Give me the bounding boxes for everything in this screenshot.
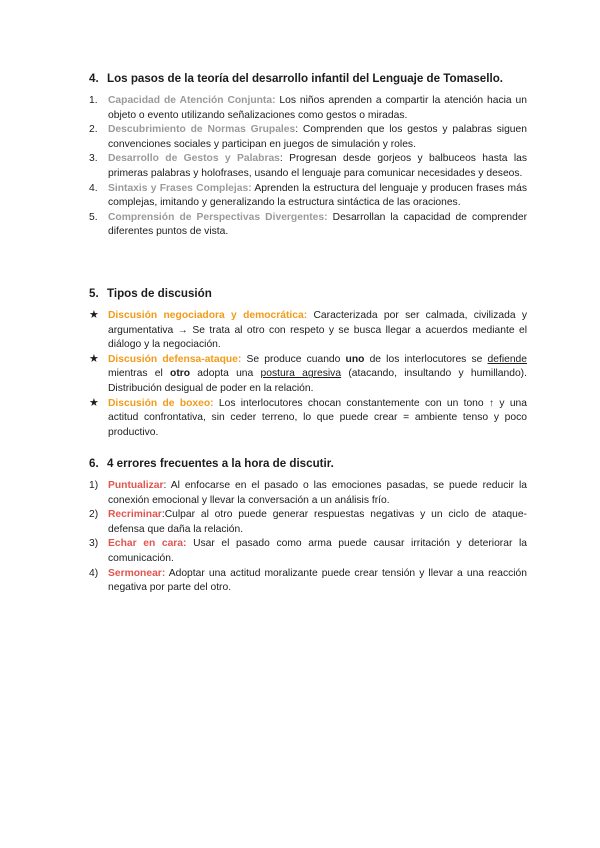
item-colon: : [272, 95, 276, 106]
item-text: Culpar al otro puede generar respuestas negativas y un ciclo de ataque-defensa que daña la relación. [108, 509, 527, 535]
item-text: (atacando, insultando y humillando). Distribución desigual de poder en la relación. [108, 368, 527, 394]
list-item [89, 567, 527, 596]
list-item [89, 211, 527, 240]
star-icon: ★ [89, 309, 99, 321]
item-text: de los interlocutores se [364, 353, 488, 365]
section-4-heading [89, 72, 527, 85]
list-item [89, 152, 527, 181]
item-text: Desarrollan la capacidad de comprender diferentes puntos de vista. [108, 211, 527, 238]
item-text: adopta una [190, 368, 261, 380]
list-item [89, 537, 527, 566]
section-number: 4. [89, 72, 99, 85]
discussion-types-list [89, 309, 527, 440]
item-term: Sintaxis y Frases Complejas [108, 182, 249, 194]
list-item [89, 123, 527, 152]
list-number: 3) [89, 538, 99, 550]
list-item [89, 353, 527, 397]
item-term: Discusión negociadora y democrática: [108, 310, 308, 321]
item-term: Echar en cara [108, 538, 184, 550]
list-number: 3. [89, 153, 98, 165]
list-number: 1) [89, 480, 99, 491]
list-number: 2. [89, 124, 98, 136]
item-colon: : [163, 480, 167, 491]
item-term: Discusión de boxeo: [108, 397, 214, 409]
item-underline: defiende [487, 353, 528, 365]
item-colon: : [161, 567, 166, 579]
item-text: Adoptar una actitud moralizante puede crear tensión y llevar a una reacción negativa por parte del otro. [108, 567, 527, 594]
item-term: Discusión defensa-ataque: [108, 353, 242, 365]
list-item [89, 94, 527, 123]
item-text: Se produce cuando [241, 353, 346, 365]
item-text: Progresan desde gorjeos y balbuceos hasta las primeras palabras y holofrases, usando el lenguaje para comunicar necesidades y deseos. [108, 153, 527, 179]
section-6 [89, 457, 527, 596]
item-text: Usar el pasado como arma puede causar irritación y deteriorar la comunicación. [108, 538, 528, 564]
frequent-errors-list [89, 479, 527, 596]
section-number: 6. [89, 457, 99, 470]
star-icon: ★ [89, 352, 99, 365]
list-number: 4) [89, 567, 99, 579]
section-title: Los pasos de la teoría del desarrollo infantil del Lenguaje de Tomasello. [107, 72, 503, 85]
list-item [89, 479, 527, 508]
item-text: Caracterizada por ser calmada, civilizada y argumentativa → Se trata al otro con respeto y se busca llegar a acuerdos mediante el diálogo y la negociación. [108, 310, 527, 351]
item-colon: : [279, 153, 283, 165]
item-colon: : [324, 211, 328, 223]
list-item [89, 508, 527, 537]
section-title: Tipos de discusión [107, 287, 212, 300]
item-text: Al enfocarse en el pasado o las emociones pasadas, se puede reducir la conexión emocional y llevar la conversación a un análisis frío. [108, 480, 527, 506]
star-icon: ★ [89, 396, 99, 409]
list-item [89, 182, 527, 211]
item-colon: : [248, 182, 252, 194]
list-number: 5. [89, 211, 98, 223]
item-term: Puntualizar [108, 480, 164, 491]
list-number: 2) [89, 509, 99, 521]
list-number: 1. [89, 95, 98, 106]
item-emphasis: uno [345, 353, 365, 365]
item-colon: : [183, 538, 187, 550]
item-text: Aprenden la estructura del lenguaje y producen frases más complejas, imitando y generalizando la estructura sintáctica de las oraciones. [108, 182, 528, 209]
item-colon: : [295, 124, 299, 136]
tomasello-steps-list [89, 94, 527, 240]
item-text: Los interlocutores chocan constantemente con un tono ↑ y una actitud confrontativa, sin ceder terreno, lo que puede crear = ambiente tenso y poco productivo. [108, 397, 527, 438]
list-item [89, 397, 527, 441]
section-4 [89, 72, 527, 240]
item-term: Sermonear [108, 567, 162, 579]
item-colon: : [161, 509, 165, 521]
item-term: Recriminar [108, 509, 162, 521]
item-text: Los niños aprenden a compartir la atención hacia un objeto o evento utilizando señalizaciones como gestos o miradas. [108, 95, 527, 121]
section-title: 4 errores frecuentes a la hora de discutir. [107, 457, 334, 470]
section-5-heading [89, 287, 527, 300]
item-text: mientras el [108, 368, 171, 380]
item-term: Comprensión de Perspectivas Divergentes [108, 211, 325, 223]
section-6-heading [89, 457, 527, 470]
list-item [89, 309, 527, 353]
item-term: Capacidad de Atención Conjunta [108, 95, 273, 106]
section-number: 5. [89, 287, 99, 300]
section-5 [89, 287, 527, 440]
item-underline: postura agresiva [260, 368, 342, 380]
item-term: Descubrimiento de Normas Grupales [108, 124, 296, 136]
list-number: 4. [89, 182, 98, 194]
item-text: Comprenden que los gestos y palabras siguen convenciones sociales y participan en juegos de simulación y roles. [108, 124, 527, 150]
item-emphasis: otro [170, 368, 191, 380]
item-term: Desarrollo de Gestos y Palabras [108, 153, 280, 165]
